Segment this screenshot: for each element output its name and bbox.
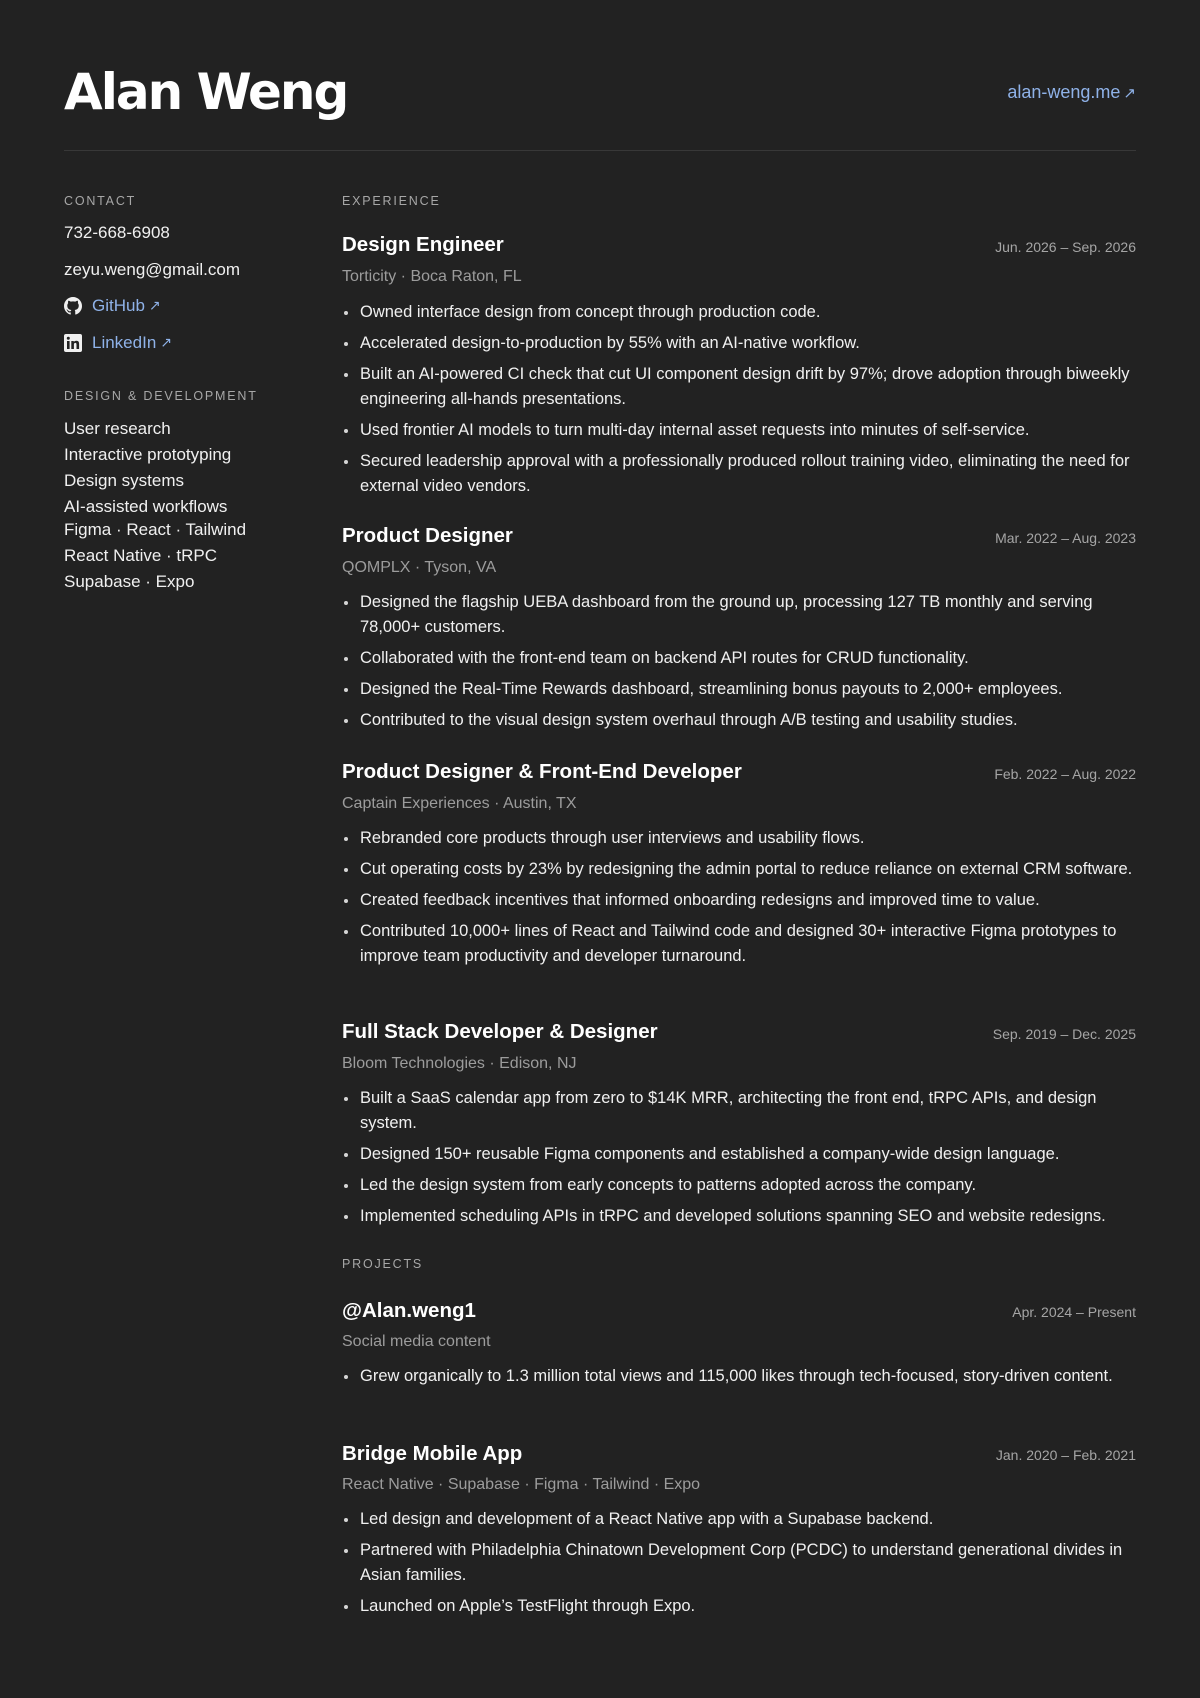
job-dates: Sep. 2019 – Dec. 2025 (992, 1026, 1136, 1042)
tool-item: Figma · React · Tailwind (64, 520, 247, 539)
bullet-item: Partnered with Philadelphia Chinatown Development Corp (PCDC) to understand generational divides in Asian families. (342, 1538, 1136, 1588)
bullet-item: Designed 150+ reusable Figma components and established a company-wide design language. (342, 1142, 1136, 1167)
bullet-item: Secured leadership approval with a professionally produced rollout training video, eliminating the need for external video vendors. (342, 449, 1136, 499)
page-title: Alan Weng (64, 63, 348, 121)
project-bullets (342, 1364, 1136, 1395)
bullet-item: Cut operating costs by 23% by redesigning the admin portal to reduce reliance on external CRM software. (342, 857, 1136, 882)
external-link-arrow-icon: ↗ (1123, 84, 1136, 102)
bullet-item: Led the design system from early concepts to patterns adopted across the company. (342, 1173, 1136, 1198)
bullet-item: Designed the Real-Time Rewards dashboard, streamlining bonus payouts to 2,000+ employees. (342, 677, 1136, 702)
bullet-item: Contributed to the visual design system overhaul through A/B testing and usability studies. (342, 708, 1136, 733)
website-link-label: alan-weng.me (1007, 82, 1121, 102)
tool-item: Supabase · Expo (64, 572, 195, 591)
github-link[interactable] (64, 296, 161, 316)
skill-item: Design systems (64, 471, 184, 490)
project-dates: Jan. 2020 – Feb. 2021 (995, 1447, 1136, 1463)
phone-number: 732-668-6908 (64, 223, 170, 242)
bullet-item: Used frontier AI models to turn multi-day internal asset requests into minutes of self-service. (342, 418, 1136, 443)
bullet-item: Grew organically to 1.3 million total views and 115,000 likes through tech-focused, story-driven content. (342, 1364, 1136, 1389)
job-dates: Feb. 2022 – Aug. 2022 (994, 766, 1136, 782)
skills-list (64, 416, 231, 520)
bullet-item: Rebranded core products through user interviews and usability flows. (342, 826, 1136, 851)
bullet-item: Owned interface design from concept through production code. (342, 300, 1136, 325)
bullet-item: Accelerated design-to-production by 55% with an AI-native workflow. (342, 331, 1136, 356)
external-link-arrow-icon: ↗ (148, 298, 161, 314)
project-subtitle: React Native · Supabase · Figma · Tailwind · Expo (342, 1476, 701, 1493)
job-dates: Jun. 2026 – Sep. 2026 (995, 239, 1136, 255)
project-dates: Apr. 2024 – Present (1012, 1304, 1136, 1320)
linkedin-link[interactable] (64, 333, 172, 353)
job-title: Full Stack Developer & Designer (342, 1020, 658, 1043)
job-company: Torticity · Boca Raton, FL (342, 268, 522, 285)
tools-list (64, 517, 246, 595)
email-address: zeyu.weng@gmail.com (64, 260, 240, 279)
bullet-item: Implemented scheduling APIs in tRPC and developed solutions spanning SEO and website redesigns. (342, 1204, 1136, 1229)
job-company: QOMPLX · Tyson, VA (342, 559, 497, 576)
github-icon (64, 297, 82, 315)
linkedin-link-label: LinkedIn (92, 333, 157, 352)
job-bullets (342, 590, 1136, 739)
job-bullets (342, 300, 1136, 505)
tool-item: React Native · tRPC (64, 546, 218, 565)
github-link-label: GitHub (92, 296, 145, 315)
job-title: Product Designer (342, 524, 513, 547)
job-company: Bloom Technologies · Edison, NJ (342, 1055, 577, 1072)
bullet-item: Collaborated with the front-end team on backend API routes for CRUD functionality. (342, 646, 1136, 671)
skill-item: AI-assisted workflows (64, 497, 228, 516)
experience-heading: EXPERIENCE (342, 194, 441, 208)
job-title: Design Engineer (342, 233, 504, 256)
skills-heading: DESIGN & DEVELOPMENT (64, 389, 258, 403)
bullet-item: Contributed 10,000+ lines of React and Tailwind code and designed 30+ interactive Figma prototypes to improve team productivity and developer turnaround. (342, 919, 1136, 969)
bullet-item: Created feedback incentives that informed onboarding redesigns and improved time to value. (342, 888, 1136, 913)
project-title: Bridge Mobile App (342, 1442, 523, 1465)
job-bullets (342, 826, 1136, 975)
resume-header (64, 0, 1136, 151)
bullet-item: Launched on Apple’s TestFlight through Expo. (342, 1594, 1136, 1619)
project-bullets (342, 1507, 1136, 1625)
project-title: @Alan.weng1 (342, 1299, 476, 1322)
skill-item: Interactive prototyping (64, 445, 232, 464)
contact-heading: CONTACT (64, 194, 137, 208)
job-bullets (342, 1086, 1136, 1235)
project-subtitle: Social media content (342, 1333, 491, 1350)
projects-heading: PROJECTS (342, 1257, 424, 1271)
external-link-arrow-icon: ↗ (160, 335, 173, 351)
bullet-item: Designed the flagship UEBA dashboard from the ground up, processing 127 TB monthly and serving 78,000+ customers. (342, 590, 1136, 640)
bullet-item: Built an AI-powered CI check that cut UI component design drift by 97%; drove adoption through biweekly engineering all-hands presentations. (342, 362, 1136, 412)
bullet-item: Led design and development of a React Native app with a Supabase backend. (342, 1507, 1136, 1532)
job-title: Product Designer & Front-End Developer (342, 760, 742, 783)
job-company: Captain Experiences · Austin, TX (342, 795, 577, 812)
linkedin-icon (64, 334, 82, 352)
website-link[interactable] (1007, 82, 1136, 103)
skill-item: User research (64, 419, 171, 438)
job-dates: Mar. 2022 – Aug. 2023 (995, 530, 1136, 546)
bullet-item: Built a SaaS calendar app from zero to $14K MRR, architecting the front end, tRPC APIs, and design system. (342, 1086, 1136, 1136)
